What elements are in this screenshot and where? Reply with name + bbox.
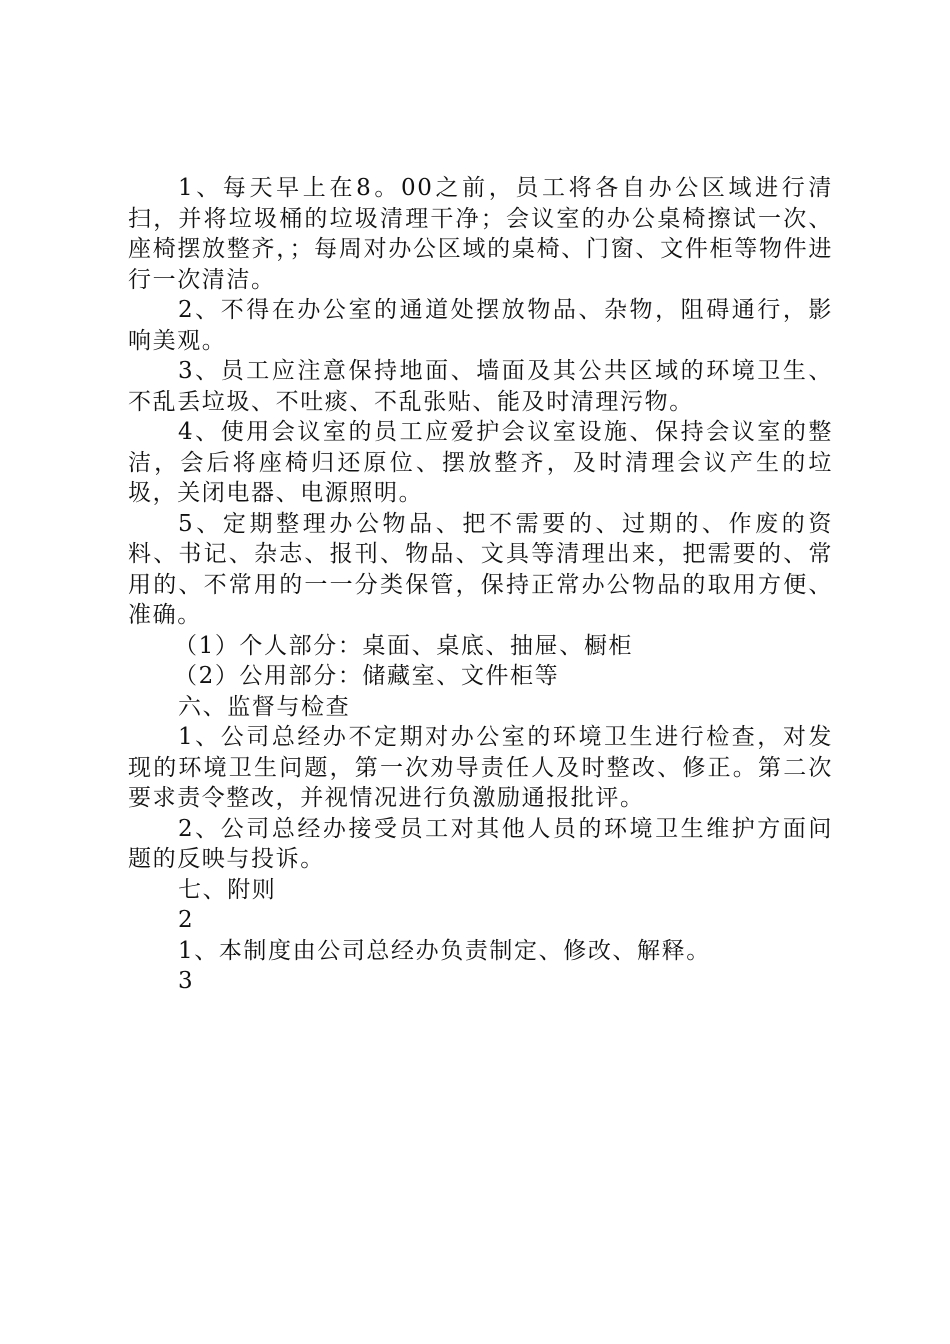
paragraph-complaints: 2、公司总经办接受员工对其他人员的环境卫生维护方面问题的反映与投诉。 (128, 815, 833, 872)
paragraph-interpretation: 1、本制度由公司总经办负责制定、修改、解释。 (178, 937, 711, 964)
section-heading-appendix: 七、附则 (178, 876, 277, 903)
paragraph-passage-clear: 2、不得在办公室的通道处摆放物品、杂物，阻碍通行，影响美观。 (128, 297, 833, 354)
paragraph-personal-part: （1）个人部分：桌面、桌底、抽屉、橱柜 (174, 632, 634, 659)
paragraph-cleaning-daily: 1、每天早上在8。00之前，员工将各自办公区域进行清扫，并将垃圾桶的垃圾清理干净；会议室的办公桌椅擦试一次、座椅摆放整齐，；每周对办公区域的桌椅、门窗、文件柜等物件进行一次清洁。 (128, 175, 833, 293)
page-number-3: 3 (178, 968, 195, 994)
document-body (128, 173, 833, 997)
paragraph-meeting-room: 4、使用会议室的员工应爱护会议室设施、保持会议室的整洁，会后将座椅归还原位、摆放整齐，及时清理会议产生的垃圾，关闭电器、电源照明。 (128, 419, 833, 506)
paragraph-public-part: （2）公用部分：储藏室、文件柜等 (174, 663, 560, 689)
paragraph-organize-items: 5、定期整理办公物品、把不需要的、过期的、作废的资料、书记、杂志、报刊、物品、文具等清理出来，把需要的、常用的、不常用的一一分类保管，保持正常办公物品的取用方便、准确。 (128, 510, 833, 628)
section-heading-supervision: 六、监督与检查 (178, 693, 351, 720)
paragraph-inspection: 1、公司总经办不定期对办公室的环境卫生进行检查，对发现的环境卫生问题，第一次劝导责任人及时整改、修正。第二次要求责令整改，并视情况进行负激励通报批评。 (128, 724, 833, 811)
paragraph-hygiene: 3、员工应注意保持地面、墙面及其公共区域的环境卫生、不乱丢垃圾、不吐痰、不乱张贴、能及时清理污物。 (128, 358, 833, 415)
page-number-2: 2 (178, 907, 195, 933)
